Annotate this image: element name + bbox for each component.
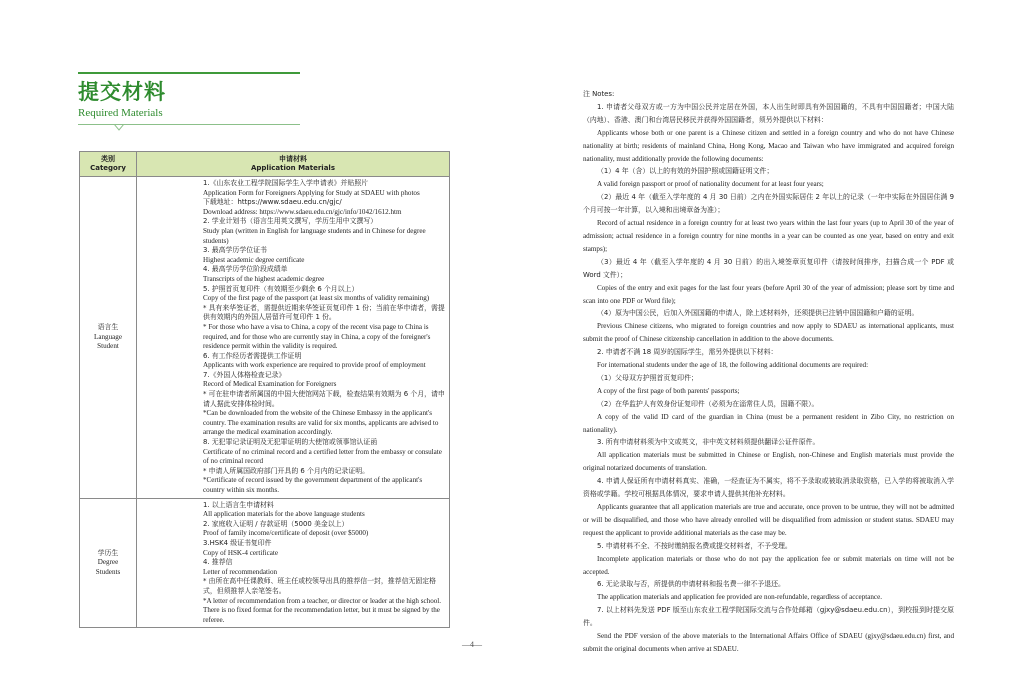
- category-cell: [80, 498, 137, 628]
- header-category-cn: 类别: [101, 155, 115, 163]
- page-number: —4—: [462, 640, 482, 649]
- material-line: Download address: https://www.sdaeu.edu.cn/gjc/info/1042/1612.htm: [203, 207, 402, 216]
- material-line: All application materials for the above language students: [203, 510, 365, 519]
- page-title: 提交材料: [78, 80, 166, 104]
- material-line: 5. 护照首页复印件（有效期至少剩余 6 个月以上）: [203, 284, 359, 293]
- note-line: 1. 申请者父母双方或一方为中国公民并定居在外国，本人出生时即具有外国国籍的，不具有中国国籍者；中国大陆（内地）、香港、澳门和台湾居民移民并获得外国国籍者，须另外提供以下材料：: [583, 102, 954, 124]
- material-line: Study plan (written in English for language students and in Chinese for degree students): [203, 226, 426, 245]
- note-line: For international students under the age of 18, the following additional documents are required:: [597, 361, 869, 370]
- material-line: 8. 无犯罪记录证明及无犯罪证明的大使馆或领事馆认证函: [203, 438, 378, 447]
- header-materials: [137, 152, 450, 177]
- table-row: [80, 177, 450, 499]
- material-line: Record of Medical Examination for Foreigners: [203, 380, 337, 389]
- note-line: （1）父母双方护照首页复印件；: [597, 373, 698, 382]
- material-line: 6. 有工作经历者需提供工作证明: [203, 351, 302, 360]
- note-line: All application materials must be submitted in Chinese or English, non-Chinese and English materials must provide the original notarized documents of translation.: [583, 451, 954, 473]
- material-line: *Can be downloaded from the website of the Chinese Embassy in the applicant's country. The examination results are valid for six months, applicants are advised to arrange the medical examination accordingly.: [203, 409, 439, 437]
- material-line: 1. 以上语言生申请材料: [203, 500, 274, 509]
- material-line: * 可在驻申请者所属国的中国大使馆网站下载，检查结果有效期为 6 个月，请申请人据此安排体检时间。: [203, 390, 445, 408]
- material-line: 7.《外国人体格检查记录》: [203, 370, 286, 379]
- note-line: 6. 无论录取与否，所提供的申请材料和报名费一律不予退还。: [597, 580, 785, 589]
- material-line: 4. 最高学历学位阶段成绩单: [203, 265, 288, 274]
- note-line: Send the PDF version of the above materials to the International Affairs Office of SDAEU (gjxy@sdaeu.edu.cn) first, and submit the original documents when arrive at SDAEU.: [583, 632, 954, 653]
- material-line: Certificate of no criminal record and a certified letter from the embassy or consulate of no criminal record: [203, 447, 442, 466]
- note-line: （3）最近 4 年（截至入学年度的 4 月 30 日前）的出入境签章页复印件（请按时间排序，扫描合成一个 PDF 或 Word 文件）；: [583, 257, 954, 279]
- material-line: * 申请人所属国政府部门开具的 6 个月内的记录证明。: [203, 466, 369, 475]
- material-line: 3. 最高学历学位证书: [203, 246, 267, 255]
- category-name-cn: 语言生: [97, 322, 119, 331]
- materials-cell: [137, 498, 450, 628]
- material-line: 4. 推荐信: [203, 558, 233, 567]
- note-line: 5. 申请材料不全、不按时缴纳报名费或提交材料者，不予受理。: [597, 541, 792, 550]
- material-line: 1.《山东农业工程学院国际学生入学申请表》并贴照片: [203, 179, 369, 187]
- note-line: Applicants guarantee that all application materials are true and accurate, once proven to be untrue, they will not be admitted or will be disqualified, and those who have already enrolled will be disqualified from admission or student status. SDAEU may request the applicant to provide additional materials as the case may be.: [583, 503, 954, 537]
- note-line: （2）在华监护人有效身份证复印件（必须为在淄常住人员，国籍不限）。: [597, 399, 819, 408]
- note-line: A valid foreign passport or proof of nationality document for at least four years;: [597, 180, 824, 189]
- header-category-en: Category: [90, 164, 126, 172]
- material-line: *Certificate of record issued by the government department of the applicant's country within six months.: [203, 476, 423, 494]
- material-line: Transcripts of the highest academic degree: [203, 274, 325, 283]
- category-name-en: Student: [97, 342, 119, 351]
- note-line: A copy of the valid ID card of the guardian in China (must be a permanent resident in Zibo City, no restriction on nationality).: [583, 412, 954, 434]
- notes-section: [583, 88, 954, 656]
- category-name-cn: 学历生: [97, 548, 119, 557]
- note-line: 2. 申请者不满 18 周岁的国际学生，需另外提供以下材料：: [597, 348, 778, 357]
- materials-cell: [137, 177, 450, 499]
- material-line: * For those who have a visa to China, a copy of the recent visa page to China is required, and for those who are currently stay in China, a copy of the foreigner's residence permit within the validity is required.: [203, 322, 431, 351]
- material-line: Applicants with work experience are required to provide proof of employment: [203, 361, 426, 370]
- material-line: 2. 家庭收入证明 / 存款证明（5000 美金以上）: [203, 519, 349, 528]
- material-line: *A letter of recommendation from a teacher, or director or leader at the high school. There is no fixed format for the recommendation letter, but it must be signed by the referee.: [203, 596, 442, 624]
- category-name-en: Degree: [97, 558, 119, 567]
- note-line: A copy of the first page of both parents' passports;: [597, 386, 740, 395]
- notes-heading: 注 Notes:: [583, 90, 615, 98]
- note-line: Incomplete application materials or those who do not pay the application fee or submit materials on time will not be accepted.: [583, 554, 954, 576]
- material-line: Copy of the first page of the passport (at least six months of validity remaining): [203, 294, 430, 303]
- material-line: * 由所在高中任课教师、班主任或校领导出具的推荐信一封，推荐信无固定格式，但须推荐人亲笔签名。: [203, 577, 437, 595]
- material-line: Highest academic degree certificate: [203, 255, 305, 264]
- material-line: Letter of recommendation: [203, 567, 278, 576]
- header-materials-en: Application Materials: [250, 164, 335, 172]
- rule-notch-icon: [114, 124, 124, 134]
- note-line: 7. 以上材料先发送 PDF 版至山东农业工程学院国际交流与合作处邮箱（gjxy@sdaeu.edu.cn），到校报到时提交原件。: [583, 606, 954, 628]
- table-header-row: [80, 152, 450, 177]
- note-line: Previous Chinese citizens, who migrated to foreign countries and now apply to SDAEU as international applicants, must submit the proof of Chinese citizenship cancellation in addition to the above documents.: [583, 322, 954, 344]
- category-cell: [80, 177, 137, 499]
- note-line: （4）原为中国公民，后加入外国国籍的申请人，除上述材料外，还须提供已注销中国国籍和户籍的证明。: [597, 309, 919, 318]
- table-row: [80, 498, 450, 628]
- page-subtitle: Required Materials: [78, 107, 163, 119]
- note-line: （1）4 年（含）以上的有效的外国护照或国籍证明文件；: [597, 167, 774, 176]
- materials-table: [79, 151, 450, 628]
- note-line: 4. 申请人保证所有申请材料真实、准确，一经查证为不属实，将不予录取或被取消录取资格，已入学的将被取消入学资格或学籍。学校可根据具体情况，要求申请人提供其他补充材料。: [583, 477, 954, 499]
- note-line: （2）最近 4 年（截至入学年度的 4 月 30 日前）之内在外国实际居住 2 年以上的记录（一年中实际在外国居住满 9 个月可按一年计算，以入境和出境章备为准）；: [583, 193, 954, 215]
- material-line: 3.HSK4 级证书复印件: [203, 538, 272, 547]
- material-line: Application Form for Foreigners Applying for Study at SDAEU with photos: [203, 188, 420, 197]
- material-line: Copy of HSK-4 certificate: [203, 548, 279, 557]
- material-line: * 具有来华签证者，需提供近期来华签证页复印件 1 份；当前在华申请者，需提供有效期内的外国人居留许可复印件 1 份。: [203, 303, 445, 322]
- note-line: Copies of the entry and exit pages for the last four years (before April 30 of the year of admission; please sort by time and scan into one PDF or Word file);: [583, 283, 954, 305]
- material-line: 2. 学业计划书（语言生用英文撰写，学历生用中文撰写）: [203, 217, 378, 226]
- material-line: Proof of family income/certificate of deposit (over $5000): [203, 529, 369, 538]
- header-category: [80, 152, 137, 177]
- material-line: 下载地址：https://www.sdaeu.edu.cn/gjc/: [203, 198, 342, 207]
- note-line: Record of actual residence in a foreign country for at least two years within the last four years (up to April 30 of the year of admission; actual residence in a foreign country for nine months in a year can be counted as one year, based on entry and exit stamps);: [583, 219, 954, 253]
- category-name-en: Students: [95, 567, 121, 576]
- header-bottom-rule: [78, 124, 300, 125]
- note-line: The application materials and application fee provided are non-refundable, regardless of acceptance.: [597, 593, 882, 602]
- note-line: Applicants whose both or one parent is a Chinese citizen and settled in a foreign country and who do not have Chinese nationality at birth; residents of mainland China, Hong Kong, Macao and Taiwan who have immigrated and acquired foreign nationality, must additionally provide the following documents:: [583, 128, 954, 163]
- category-name-en: Language: [94, 332, 122, 341]
- header-top-rule: [78, 72, 300, 74]
- note-line: 3. 所有申请材料须为中文或英文，非中英文材料须提供翻译公证件原件。: [597, 438, 820, 447]
- header-materials-cn: 申请材料: [279, 155, 307, 163]
